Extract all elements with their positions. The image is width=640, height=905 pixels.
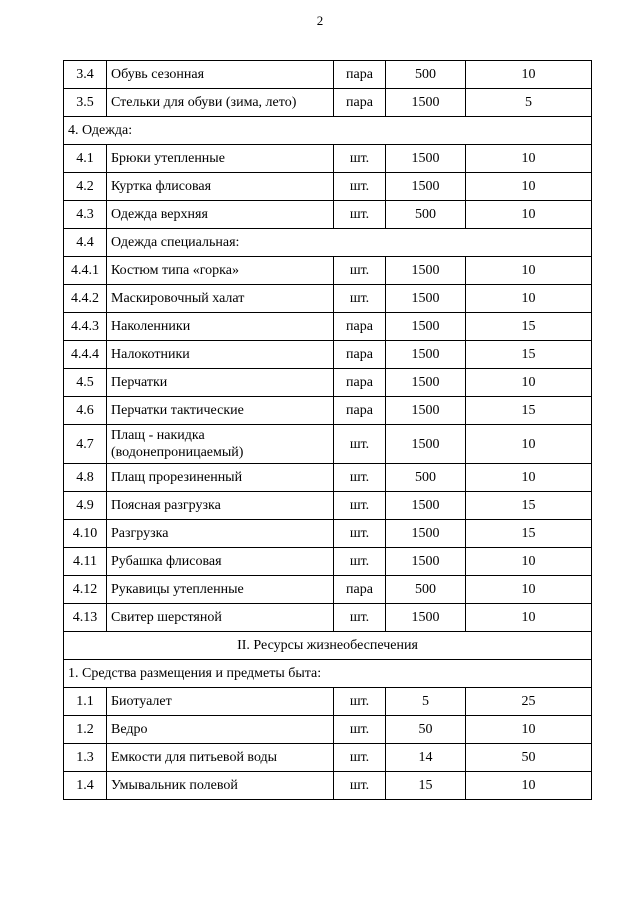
item-percent: 10 xyxy=(466,369,592,397)
table-row xyxy=(64,285,592,313)
table-row xyxy=(64,173,592,201)
item-name: Свитер шерстяной xyxy=(107,604,334,632)
item-unit: шт. xyxy=(334,772,386,800)
item-number: 4.4.2 xyxy=(64,285,107,313)
item-number: 4.4.4 xyxy=(64,341,107,369)
item-number: 4.3 xyxy=(64,201,107,229)
table-row xyxy=(64,201,592,229)
item-unit: шт. xyxy=(334,548,386,576)
table-row xyxy=(64,397,592,425)
table-row xyxy=(64,520,592,548)
table-row xyxy=(64,257,592,285)
item-number: 1.2 xyxy=(64,716,107,744)
item-unit: шт. xyxy=(334,145,386,173)
item-number: 4.9 xyxy=(64,492,107,520)
subgroup-number: 4.4 xyxy=(64,229,107,257)
item-number: 4.11 xyxy=(64,548,107,576)
item-percent: 15 xyxy=(466,520,592,548)
item-name: Перчатки тактические xyxy=(107,397,334,425)
item-percent: 10 xyxy=(466,201,592,229)
subgroup-name: Одежда специальная: xyxy=(107,229,592,257)
item-quantity: 500 xyxy=(386,576,466,604)
item-quantity: 1500 xyxy=(386,397,466,425)
item-unit: пара xyxy=(334,313,386,341)
item-name: Умывальник полевой xyxy=(107,772,334,800)
item-name: Костюм типа «горка» xyxy=(107,257,334,285)
item-unit: пара xyxy=(334,341,386,369)
item-quantity: 50 xyxy=(386,716,466,744)
item-unit: шт. xyxy=(334,688,386,716)
item-quantity: 1500 xyxy=(386,369,466,397)
item-quantity: 1500 xyxy=(386,173,466,201)
item-quantity: 1500 xyxy=(386,425,466,464)
item-quantity: 1500 xyxy=(386,604,466,632)
item-unit: шт. xyxy=(334,604,386,632)
item-unit: шт. xyxy=(334,716,386,744)
table-row xyxy=(64,61,592,89)
item-number: 4.13 xyxy=(64,604,107,632)
table-row xyxy=(64,492,592,520)
item-quantity: 1500 xyxy=(386,520,466,548)
item-unit: шт. xyxy=(334,492,386,520)
section-header-row xyxy=(64,660,592,688)
item-percent: 10 xyxy=(466,285,592,313)
item-percent: 15 xyxy=(466,492,592,520)
page-number: 2 xyxy=(316,13,324,28)
item-name: Разгрузка xyxy=(107,520,334,548)
item-percent: 10 xyxy=(466,257,592,285)
item-unit: шт. xyxy=(334,285,386,313)
item-percent: 10 xyxy=(466,716,592,744)
item-quantity: 1500 xyxy=(386,341,466,369)
item-unit: шт. xyxy=(334,744,386,772)
table-row xyxy=(64,464,592,492)
item-unit: пара xyxy=(334,576,386,604)
item-quantity: 1500 xyxy=(386,313,466,341)
table-row xyxy=(64,772,592,800)
item-name: Емкости для питьевой воды xyxy=(107,744,334,772)
table-row xyxy=(64,716,592,744)
item-quantity: 5 xyxy=(386,688,466,716)
item-quantity: 500 xyxy=(386,61,466,89)
item-number: 1.1 xyxy=(64,688,107,716)
item-quantity: 1500 xyxy=(386,145,466,173)
table-row xyxy=(64,688,592,716)
item-unit: шт. xyxy=(334,257,386,285)
table-body xyxy=(64,61,592,800)
item-number: 4.4.1 xyxy=(64,257,107,285)
item-number: 4.5 xyxy=(64,369,107,397)
item-number: 3.4 xyxy=(64,61,107,89)
item-unit: шт. xyxy=(334,520,386,548)
subgroup-row xyxy=(64,229,592,257)
item-number: 4.2 xyxy=(64,173,107,201)
item-name: Одежда верхняя xyxy=(107,201,334,229)
part-title: II. Ресурсы жизнеобеспечения xyxy=(64,632,592,660)
item-number: 3.5 xyxy=(64,89,107,117)
item-number: 4.12 xyxy=(64,576,107,604)
item-number: 4.1 xyxy=(64,145,107,173)
item-unit: шт. xyxy=(334,173,386,201)
item-percent: 15 xyxy=(466,397,592,425)
item-percent: 10 xyxy=(466,61,592,89)
section-header: 4. Одежда: xyxy=(64,117,592,145)
item-name: Ведро xyxy=(107,716,334,744)
item-name: Маскировочный халат xyxy=(107,285,334,313)
table-row xyxy=(64,576,592,604)
item-percent: 10 xyxy=(466,576,592,604)
table-row xyxy=(64,313,592,341)
item-name: Наколенники xyxy=(107,313,334,341)
item-name: Обувь сезонная xyxy=(107,61,334,89)
item-name: Брюки утепленные xyxy=(107,145,334,173)
item-percent: 15 xyxy=(466,313,592,341)
item-name: Плащ прорезиненный xyxy=(107,464,334,492)
item-quantity: 1500 xyxy=(386,492,466,520)
item-unit: шт. xyxy=(334,425,386,464)
item-name: Налокотники xyxy=(107,341,334,369)
table-row xyxy=(64,604,592,632)
item-number: 4.7 xyxy=(64,425,107,464)
item-percent: 10 xyxy=(466,604,592,632)
item-percent: 10 xyxy=(466,464,592,492)
item-name: Перчатки xyxy=(107,369,334,397)
item-name: Биотуалет xyxy=(107,688,334,716)
item-unit: пара xyxy=(334,369,386,397)
item-unit: пара xyxy=(334,89,386,117)
item-percent: 25 xyxy=(466,688,592,716)
item-percent: 10 xyxy=(466,425,592,464)
item-number: 1.3 xyxy=(64,744,107,772)
item-name: Стельки для обуви (зима, лето) xyxy=(107,89,334,117)
item-percent: 10 xyxy=(466,173,592,201)
table-row xyxy=(64,145,592,173)
item-name: Рубашка флисовая xyxy=(107,548,334,576)
item-percent: 10 xyxy=(466,548,592,576)
table-row xyxy=(64,369,592,397)
item-percent: 5 xyxy=(466,89,592,117)
section-header-row xyxy=(64,117,592,145)
item-quantity: 14 xyxy=(386,744,466,772)
item-quantity: 1500 xyxy=(386,257,466,285)
item-quantity: 500 xyxy=(386,464,466,492)
item-quantity: 15 xyxy=(386,772,466,800)
item-percent: 15 xyxy=(466,341,592,369)
table-row xyxy=(64,425,592,464)
table-row xyxy=(64,548,592,576)
item-name: Рукавицы утепленные xyxy=(107,576,334,604)
table-row xyxy=(64,89,592,117)
item-unit: пара xyxy=(334,397,386,425)
section-header: 1. Средства размещения и предметы быта: xyxy=(64,660,592,688)
item-name: Поясная разгрузка xyxy=(107,492,334,520)
item-number: 4.8 xyxy=(64,464,107,492)
item-unit: шт. xyxy=(334,201,386,229)
item-percent: 10 xyxy=(466,772,592,800)
part-title-row xyxy=(64,632,592,660)
table-row xyxy=(64,744,592,772)
item-quantity: 1500 xyxy=(386,548,466,576)
item-number: 4.10 xyxy=(64,520,107,548)
item-quantity: 1500 xyxy=(386,89,466,117)
item-number: 4.6 xyxy=(64,397,107,425)
resources-table xyxy=(63,60,592,800)
item-name: Куртка флисовая xyxy=(107,173,334,201)
item-percent: 50 xyxy=(466,744,592,772)
item-unit: шт. xyxy=(334,464,386,492)
item-percent: 10 xyxy=(466,145,592,173)
item-number: 1.4 xyxy=(64,772,107,800)
item-quantity: 1500 xyxy=(386,285,466,313)
item-unit: пара xyxy=(334,61,386,89)
item-number: 4.4.3 xyxy=(64,313,107,341)
item-name: Плащ - накидка (водонепроницаемый) xyxy=(107,425,334,464)
item-quantity: 500 xyxy=(386,201,466,229)
table-row xyxy=(64,341,592,369)
